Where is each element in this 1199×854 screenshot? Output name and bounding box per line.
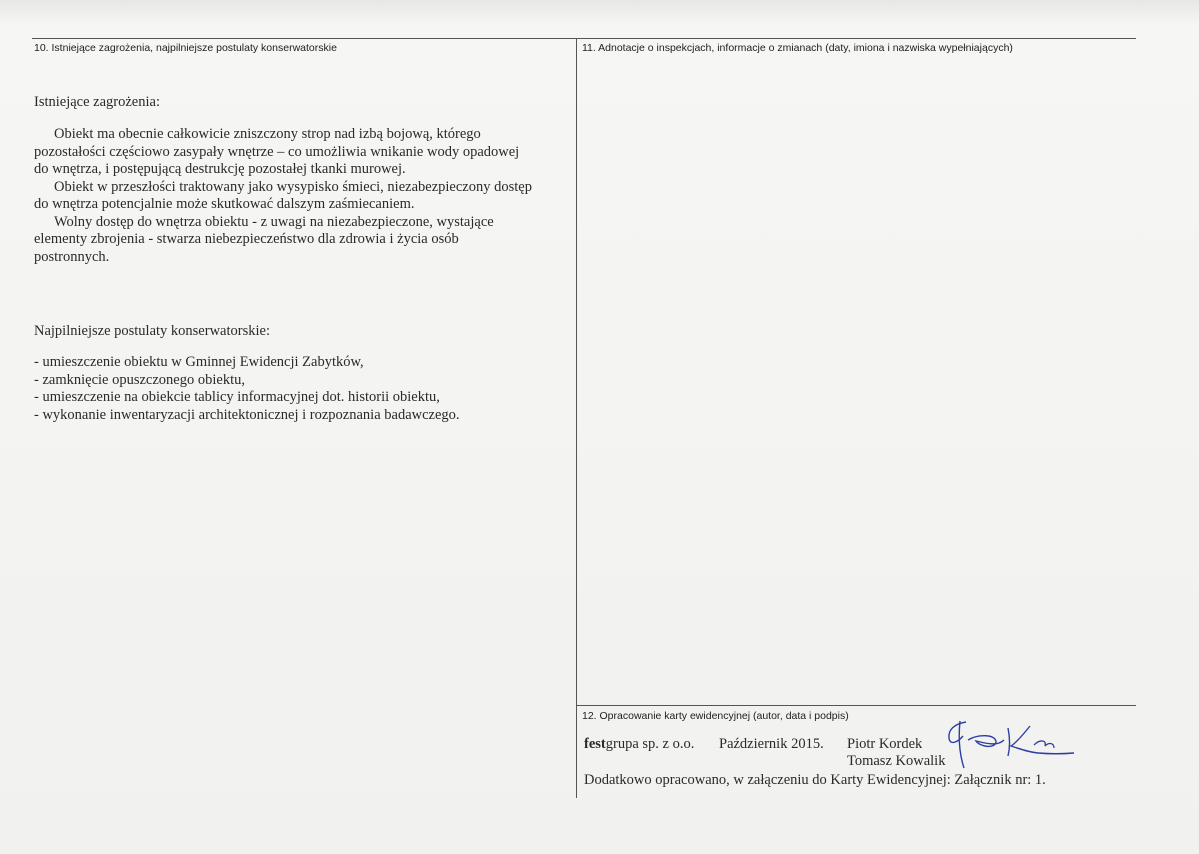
section-11-label: 11. Adnotacje o inspekcjach, informacje o zmianach (daty, imiona i nazwiska wypełniających) — [582, 42, 1013, 54]
threats-line: do wnętrza potencjalnie może skutkować dalszym zaśmiecaniem. — [34, 196, 415, 212]
threats-line: Wolny dostęp do wnętrza obiektu - z uwagi na niezabezpieczone, wystające — [54, 213, 494, 230]
threats-line: pozostałości częściowo zasypały wnętrze – co umożliwia wnikanie wody opadowej — [34, 143, 520, 160]
section-12-rule — [576, 705, 1136, 706]
attachment-note: Dodatkowo opracowano, w załączeniu do Karty Ewidencyjnej: Załącznik nr: 1. — [584, 772, 1046, 788]
threats-line: elementy zbrojenia - stwarza niebezpieczeństwo dla zdrowia i życia osób — [34, 231, 459, 247]
author-2: Tomasz Kowalik — [847, 753, 946, 769]
postulates-list — [34, 354, 460, 424]
threats-line: Obiekt w przeszłości traktowany jako wysypisko śmieci, niezabezpieczony dostęp — [54, 178, 532, 195]
list-item: - wykonanie inwentaryzacji architektonicznej i rozpoznania badawczego. — [34, 406, 460, 423]
section-10-label: 10. Istniejące zagrożenia, najpilniejsze postulaty konserwatorskie — [34, 42, 337, 54]
threats-line: Obiekt ma obecnie całkowicie zniszczony strop nad izbą bojową, którego — [54, 126, 481, 142]
author-1: Piotr Kordek — [847, 736, 923, 752]
threats-line: do wnętrza, i postępującą destrukcję pozostałej tkanki murowej. — [34, 161, 406, 177]
handwritten-signature — [938, 716, 1078, 776]
scan-top-edge — [0, 0, 1199, 22]
list-item: - zamknięcie opuszczonego obiektu, — [34, 371, 245, 388]
list-item: - umieszczenie na obiekcie tablicy informacyjnej dot. historii obiektu, — [34, 389, 440, 405]
top-rule — [32, 38, 1136, 39]
company-name-rest: grupa sp. z o.o. — [605, 736, 695, 752]
company-name — [584, 736, 694, 753]
company-name-bold: fest — [584, 736, 606, 752]
list-item: - umieszczenie obiektu w Gminnej Ewidencji Zabytków, — [34, 354, 364, 370]
postulates-heading: Najpilniejsze postulaty konserwatorskie: — [34, 323, 270, 339]
threats-paragraph — [34, 126, 574, 266]
threats-line: postronnych. — [34, 248, 110, 265]
threats-heading: Istniejące zagrożenia: — [34, 94, 160, 110]
date-text: Październik 2015. — [719, 736, 824, 752]
column-divider — [576, 38, 577, 798]
section-12-label: 12. Opracowanie karty ewidencyjnej (autor, data i podpis) — [582, 710, 849, 722]
